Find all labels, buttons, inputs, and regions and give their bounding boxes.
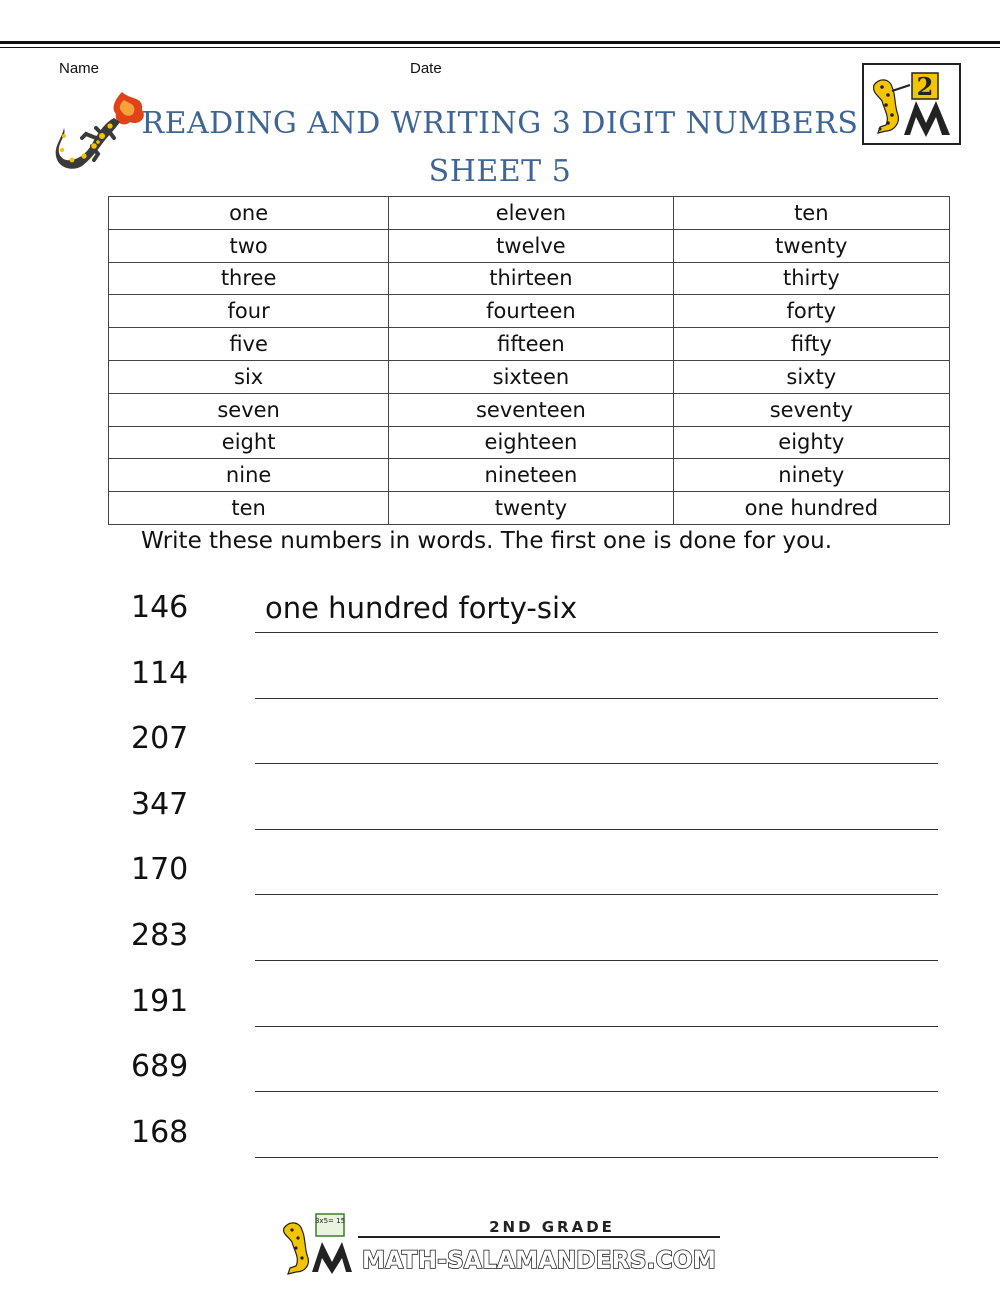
instruction: Write these numbers in words. The first one is done for you. — [141, 528, 833, 554]
table-row — [109, 492, 950, 525]
question-row — [0, 1049, 1000, 1115]
top-rule — [0, 41, 1000, 44]
question-row — [0, 787, 1000, 853]
table-cell: eighty — [673, 426, 949, 459]
question-row — [0, 852, 1000, 918]
table-cell: forty — [673, 295, 949, 328]
page-title: READING AND WRITING 3 DIGIT NUMBERS — [141, 106, 859, 141]
table-cell: twenty — [389, 492, 673, 525]
table-cell: sixteen — [389, 360, 673, 393]
answer-line — [255, 894, 938, 895]
question-number: 689 — [131, 1049, 189, 1085]
table-cell: eighteen — [389, 426, 673, 459]
table-row — [109, 229, 950, 262]
footer-site: MATH-SALAMANDERS.COM — [362, 1246, 716, 1274]
answer-line — [255, 763, 938, 764]
table-cell: ten — [109, 492, 389, 525]
question-row — [0, 590, 1000, 656]
question-number: 146 — [131, 590, 189, 625]
table-cell: twenty — [673, 229, 949, 262]
table-cell: one — [109, 197, 389, 230]
question-row — [0, 918, 1000, 984]
answer-line — [255, 698, 938, 699]
table-row — [109, 328, 950, 361]
table-row — [109, 360, 950, 393]
table-cell: one hundred — [673, 492, 949, 525]
question-number: 283 — [131, 918, 189, 953]
table-cell: ninety — [673, 459, 949, 492]
table-row — [109, 197, 950, 230]
table-cell: ten — [673, 197, 949, 230]
question-number: 114 — [131, 655, 189, 691]
table-row — [109, 459, 950, 492]
table-cell: nine — [109, 459, 389, 492]
question-row — [0, 1115, 1000, 1181]
question-number: 207 — [131, 721, 189, 757]
easel-text: 3x5= 15 — [314, 1217, 346, 1225]
table-cell: fifteen — [389, 328, 673, 361]
question-row — [0, 656, 1000, 722]
table-cell: two — [109, 229, 389, 262]
table-cell: thirty — [673, 262, 949, 295]
table-cell: five — [109, 328, 389, 361]
date-label: Date — [410, 60, 442, 77]
table-row — [109, 393, 950, 426]
answer-line — [255, 1091, 938, 1092]
question-number: 347 — [131, 786, 189, 822]
answer-line — [255, 1026, 938, 1027]
question-number: 170 — [131, 852, 189, 888]
answer-line — [255, 632, 938, 633]
question-number: 191 — [131, 983, 189, 1019]
table-cell: fifty — [673, 328, 949, 361]
name-label: Name — [59, 60, 100, 77]
sheet-number: SHEET 5 — [428, 154, 572, 189]
table-cell: sixty — [673, 360, 949, 393]
table-cell: thirteen — [389, 262, 673, 295]
number-words-table — [108, 196, 950, 525]
table-cell: six — [109, 360, 389, 393]
grade-logo — [862, 63, 961, 145]
table-row — [109, 426, 950, 459]
question-number: 168 — [131, 1114, 189, 1150]
answer-line — [255, 829, 938, 830]
table-cell: seventy — [673, 393, 949, 426]
grade-badge-text: 2 — [916, 72, 934, 101]
table-cell: nineteen — [389, 459, 673, 492]
top-rule-thin — [0, 47, 1000, 48]
answer-line — [255, 1157, 938, 1158]
question-row — [0, 721, 1000, 787]
table-row — [109, 295, 950, 328]
question-row — [0, 984, 1000, 1050]
answer-line — [255, 960, 938, 961]
table-cell: seventeen — [389, 393, 673, 426]
answer-text[interactable]: one hundred forty-six — [265, 591, 578, 625]
footer-grade: 2ND GRADE — [489, 1218, 615, 1236]
table-cell: eleven — [389, 197, 673, 230]
math-salamanders-logo — [276, 1212, 730, 1278]
salamander-logo-icon — [864, 65, 959, 143]
table-cell: four — [109, 295, 389, 328]
table-cell: three — [109, 262, 389, 295]
table-cell: seven — [109, 393, 389, 426]
table-cell: twelve — [389, 229, 673, 262]
table-cell: eight — [109, 426, 389, 459]
table-cell: fourteen — [389, 295, 673, 328]
table-row — [109, 262, 950, 295]
